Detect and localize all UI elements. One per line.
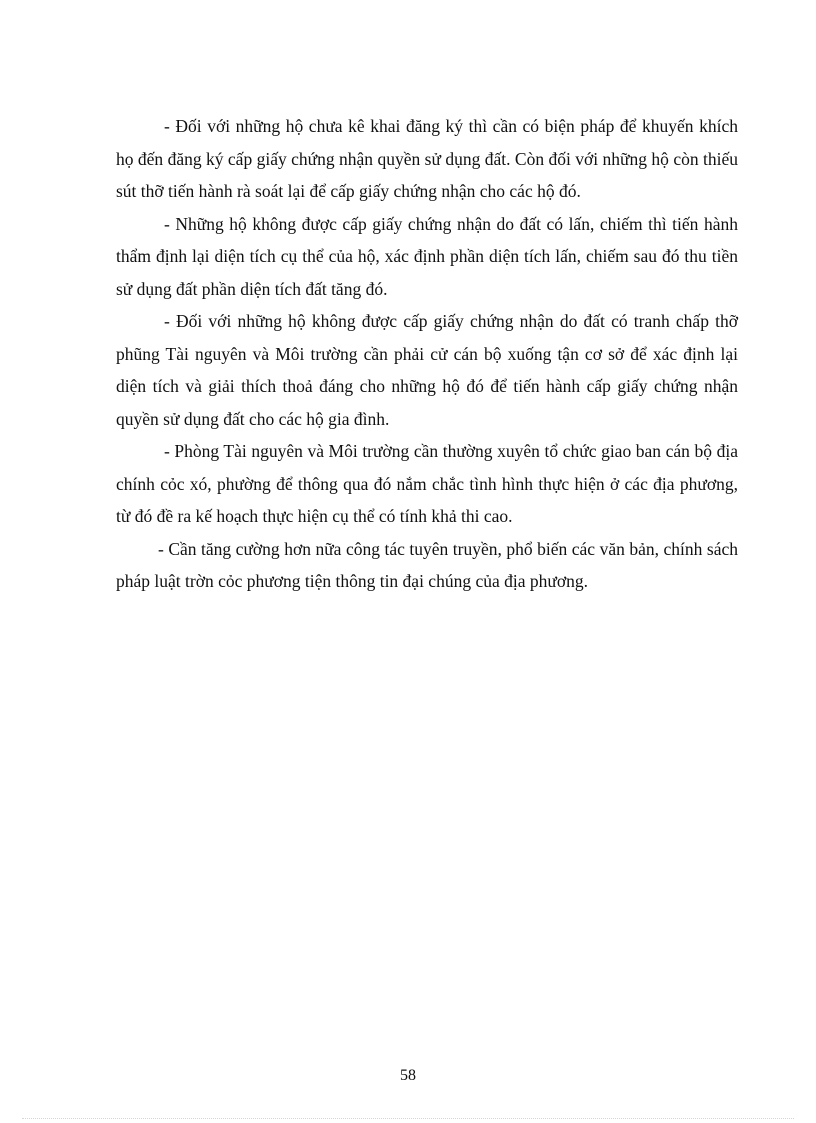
- body-text: [116, 110, 738, 598]
- paragraph-5: - Cần tăng cường hơn nữa công tác tuyên truyền, phổ biến các văn bản, chính sách pháp luật trờn cỏc phương tiện thông tin đại chúng của địa phương.: [116, 538, 738, 591]
- paragraph-2: - Những hộ không được cấp giấy chứng nhận do đất có lấn, chiếm thì tiến hành thẩm định lại diện tích cụ thể của hộ, xác định phần diện tích lấn, chiếm sau đó thu tiền sử dụng đất phần diện tích đất tăng đó.: [116, 213, 738, 299]
- page-number: 58: [400, 1067, 416, 1084]
- paragraph-4: - Phòng Tài nguyên và Môi trường cần thường xuyên tổ chức giao ban cán bộ địa chính cỏc xó, phường để thông qua đó nắm chắc tình hình thực hiện ở các địa phương, từ đó đề ra kế hoạch thực hiện cụ thể có tính khả thi cao.: [116, 441, 738, 526]
- page-bottom-rule: [22, 1118, 794, 1119]
- paragraph-3: - Đối với những hộ không được cấp giấy chứng nhận do đất có tranh chấp thỡ phũng Tài nguyên và Môi trường cần phải cử cán bộ xuống tận cơ sở để xác định lại diện tích và giải thích thoả đáng cho những hộ đó để tiến hành cấp giấy chứng nhận quyền sử dụng đất cho các hộ gia đình.: [116, 311, 738, 429]
- paragraph-1: - Đối với những hộ chưa kê khai đăng ký thì cần có biện pháp để khuyến khích họ đến đăng ký cấp giấy chứng nhận quyền sử dụng đất. Còn đối với những hộ còn thiếu sút thỡ tiến hành rà soát lại để cấp giấy chứng nhận cho các hộ đó.: [116, 116, 738, 201]
